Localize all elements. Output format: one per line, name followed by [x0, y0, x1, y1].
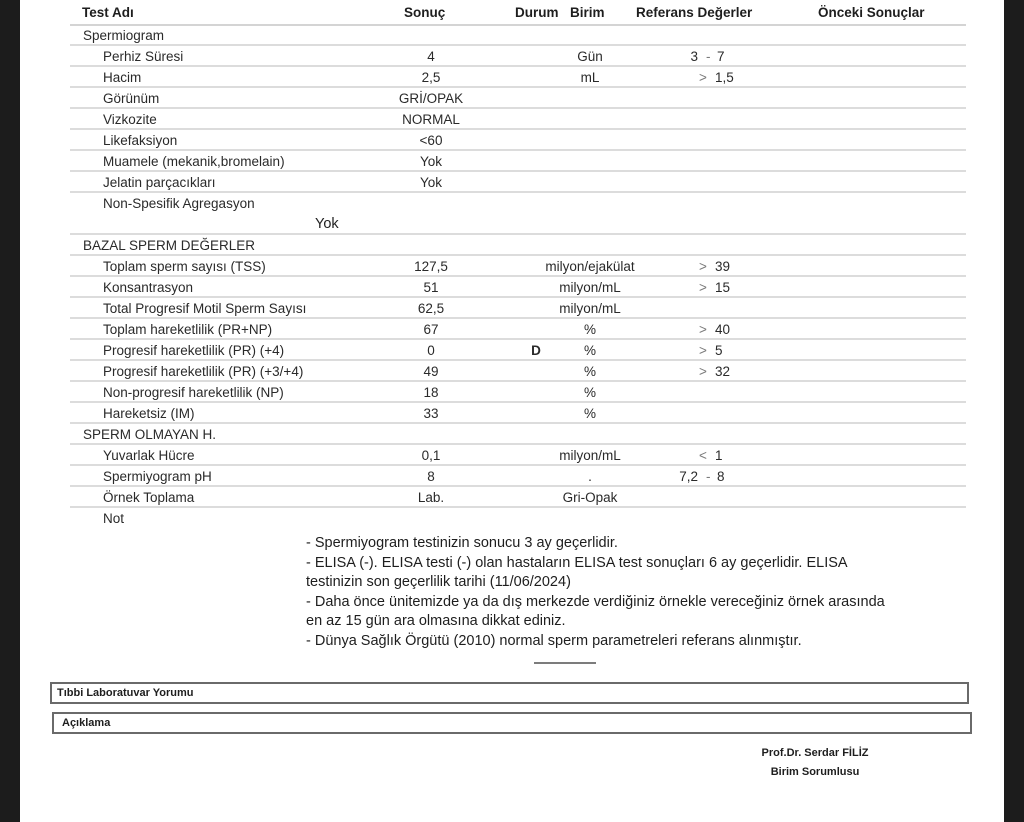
test-name: Muamele (mekanik,bromelain)	[103, 154, 285, 169]
table-row	[70, 403, 966, 424]
result-value: 8	[427, 469, 435, 484]
unit: %	[583, 343, 596, 358]
reference-high: 8	[717, 469, 725, 484]
section-row	[70, 424, 966, 445]
unit: Gri-Opak	[562, 490, 618, 505]
table-row	[70, 277, 966, 298]
note-line: en az 15 gün ara olmasına dikkat ediniz.	[306, 613, 566, 629]
table-row	[70, 298, 966, 319]
table-row	[70, 151, 966, 172]
table-row	[70, 445, 966, 466]
note-line: - Daha önce ünitemizde ya da dış merkezde verdiğiniz örnekle vereceğiniz örnek arasında	[306, 593, 885, 610]
reference-value: 39	[715, 259, 731, 274]
reference-operator: >	[699, 259, 707, 274]
unit: milyon/mL	[559, 301, 621, 316]
explanation-box	[52, 712, 972, 734]
reference-operator: >	[699, 322, 707, 337]
result-value: <60	[419, 133, 443, 148]
test-name: Spermiyogram pH	[103, 469, 212, 484]
result-value: 51	[423, 280, 439, 295]
reference-operator: >	[699, 343, 707, 358]
result-value: 67	[423, 322, 439, 337]
signature-name: Prof.Dr. Serdar FİLİZ	[761, 747, 869, 759]
result-value: 2,5	[421, 70, 441, 85]
table-row	[70, 67, 966, 88]
table-row	[70, 361, 966, 382]
table-row	[70, 46, 966, 67]
section-row	[70, 235, 966, 256]
notes-block	[306, 534, 996, 651]
reference-dash: -	[706, 469, 711, 484]
result-value: 0	[427, 343, 435, 358]
test-name: Görünüm	[103, 91, 160, 106]
lab-comment-box	[50, 682, 969, 704]
note-line: - ELISA (-). ELISA testi (-) olan hastaların ELISA test sonuçları 6 ay geçerlidir. ELISA	[306, 554, 848, 571]
unit: %	[583, 322, 596, 337]
explanation-label: Açıklama	[62, 717, 111, 729]
note-line: - Dünya Sağlık Örgütü (2010) normal sperm parametreleri referans alınmıştır.	[306, 632, 802, 649]
lab-report-page	[20, 0, 1004, 822]
table-row	[70, 382, 966, 403]
test-name: Likefaksiyon	[103, 133, 178, 148]
header-test-name: Test Adı	[82, 5, 134, 20]
test-name: Non-progresif hareketlilik (NP)	[103, 385, 284, 400]
unit: Gün	[577, 49, 603, 64]
reference-value: 40	[715, 322, 731, 337]
unit: %	[583, 364, 596, 379]
note-line: testinizin son geçerlilik tarihi (11/06/2024)	[306, 574, 571, 590]
header-reference: Referans Değerler	[636, 5, 753, 20]
test-name: Progresif hareketlilik (PR) (+3/+4)	[103, 364, 304, 379]
reference-operator: >	[699, 364, 707, 379]
reference-operator: >	[699, 280, 707, 295]
lab-comment-label: Tıbbi Laboratuvar Yorumu	[57, 687, 194, 699]
test-name: Total Progresif Motil Sperm Sayısı	[103, 301, 307, 316]
status-flag: D	[531, 343, 541, 358]
test-name: Hareketsiz (IM)	[103, 406, 195, 421]
table-row	[70, 340, 966, 361]
section-row	[70, 25, 966, 46]
reference-value: 15	[715, 280, 731, 295]
result-value: Yok	[419, 175, 443, 190]
section-title: BAZAL SPERM DEĞERLER	[83, 238, 256, 253]
reference-dash: -	[706, 49, 711, 64]
result-value: 0,1	[421, 448, 441, 463]
test-name: Örnek Toplama	[103, 490, 195, 505]
result-value: NORMAL	[402, 112, 460, 127]
test-name: Jelatin parçacıkları	[103, 175, 216, 190]
reference-value: 1	[715, 448, 723, 463]
table-row	[70, 88, 966, 109]
reference-low: 7,2	[679, 469, 698, 484]
separator-line	[534, 662, 596, 664]
test-name: Perhiz Süresi	[103, 49, 184, 64]
test-name: Yuvarlak Hücre	[103, 448, 195, 463]
table-row	[70, 130, 966, 151]
table-row	[70, 487, 966, 508]
unit: milyon/mL	[559, 448, 621, 463]
reference-value: 5	[715, 343, 723, 358]
unit: %	[583, 406, 596, 421]
table-row	[70, 319, 966, 340]
table-row	[70, 193, 966, 235]
result-value: 33	[423, 406, 439, 421]
result-value: Lab.	[417, 490, 445, 505]
section-title: Spermiogram	[83, 28, 165, 43]
test-name: Hacim	[103, 70, 142, 85]
reference-operator: <	[699, 448, 707, 463]
table-row	[70, 172, 966, 193]
test-name: Vizkozite	[103, 112, 157, 127]
result-value: 62,5	[417, 301, 445, 316]
signature-title: Birim Sorumlusu	[770, 766, 860, 778]
result-value: 127,5	[414, 259, 448, 274]
result-value: 49	[423, 364, 439, 379]
note-line: - Spermiyogram testinizin sonucu 3 ay geçerlidir.	[306, 535, 618, 551]
result-value: GRİ/OPAK	[398, 91, 464, 106]
unit: milyon/ejakülat	[545, 259, 635, 274]
table-row	[70, 466, 966, 487]
test-name: Toplam sperm sayısı (TSS)	[103, 259, 266, 274]
reference-operator: >	[699, 70, 707, 85]
reference-value: 32	[715, 364, 731, 379]
reference-low: 3	[690, 49, 698, 64]
result-value: Yok	[419, 154, 443, 169]
unit: mL	[580, 70, 600, 85]
unit: .	[588, 469, 592, 484]
unit: %	[583, 385, 596, 400]
test-name: Progresif hareketlilik (PR) (+4)	[103, 343, 285, 358]
reference-high: 7	[717, 49, 725, 64]
table-row	[70, 109, 966, 130]
header-result: Sonuç	[404, 5, 446, 20]
test-name: Not	[103, 511, 125, 526]
reference-value: 1,5	[715, 70, 734, 85]
result-value: 4	[427, 49, 435, 64]
agregasyon-value: Yok	[315, 216, 339, 232]
test-name: Toplam hareketlilik (PR+NP)	[103, 322, 273, 337]
unit: milyon/mL	[559, 280, 621, 295]
table-row	[70, 256, 966, 277]
header-status: Durum	[515, 5, 559, 20]
result-value: 18	[423, 385, 439, 400]
header-unit: Birim	[570, 5, 605, 20]
section-title: SPERM OLMAYAN H.	[83, 427, 217, 442]
table-row	[70, 508, 966, 529]
header-previous: Önceki Sonuçlar	[818, 5, 925, 20]
test-name: Konsantrasyon	[103, 280, 194, 295]
test-name: Non-Spesifik Agregasyon	[103, 196, 255, 211]
